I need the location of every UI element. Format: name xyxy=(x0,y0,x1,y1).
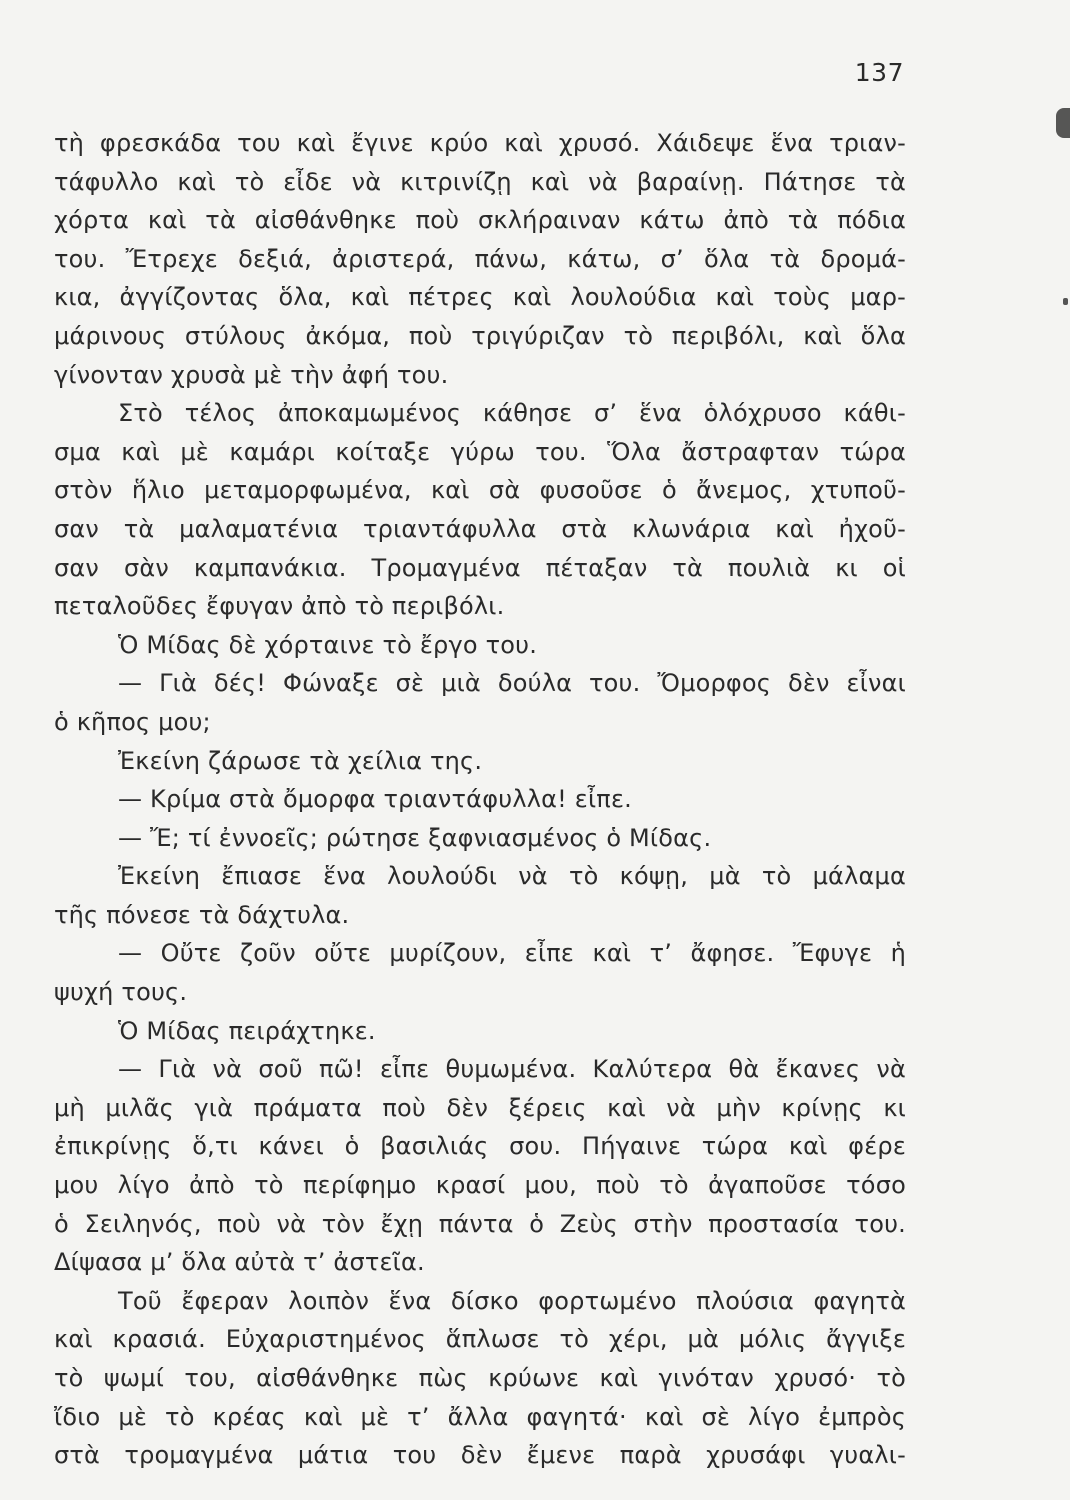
text-line: ὁ Σειληνός, ποὺ νὰ τὸν ἔχῃ πάντα ὁ Ζεὺς στὴν προστασία του. xyxy=(54,1209,906,1238)
text-line: τὴ φρεσκάδα του καὶ ἔγινε κρύο καὶ χρυσό. Χάιδεψε ἕνα τριαν- xyxy=(54,129,906,157)
text-line: τῆς πόνεσε τὰ δάχτυλα. xyxy=(54,900,350,929)
text-line: γίνονταν χρυσὰ μὲ τὴν ἀφή του. xyxy=(54,360,449,389)
text-line: — Γιὰ νὰ σοῦ πῶ! εἶπε θυμωμένα. Καλύτερα θὰ ἔκανες νὰ xyxy=(118,1055,906,1084)
text-line: μάρινους στύλους ἀκόμα, ποὺ τριγύριζαν τὸ περιβόλι, καὶ ὅλα xyxy=(54,321,906,350)
text-line: σαν τὰ μαλαματένια τριαντάφυλλα στὰ κλωνάρια καὶ ἠχοῦ- xyxy=(54,514,906,543)
text-line: — Γιὰ δές! Φώναξε σὲ μιὰ δούλα του. Ὄμορφος δὲν εἶναι xyxy=(118,669,906,698)
text-line: — Οὔτε ζοῦν οὔτε μυρίζουν, εἶπε καὶ τ’ ἄφησε. Ἔφυγε ἡ xyxy=(118,939,906,968)
text-line: κια, ἀγγίζοντας ὅλα, καὶ πέτρες καὶ λουλούδια καὶ τοὺς μαρ- xyxy=(54,283,906,312)
text-line: σαν σὰν καμπανάκια. Τρομαγμένα πέταξαν τὰ πουλιὰ κι οἱ xyxy=(54,553,906,582)
text-line: σμα καὶ μὲ καμάρι κοίταξε γύρω του. Ὅλα ἄστραφταν τώρα xyxy=(54,437,906,466)
text-line: Ὁ Μίδας δὲ χόρταινε τὸ ἔργο του. xyxy=(118,630,538,659)
text-line: χόρτα καὶ τὰ αἰσθάνθηκε ποὺ σκλήραιναν κάτω ἀπὸ τὰ πόδια xyxy=(54,206,906,235)
text-line: Δίψασα μ’ ὅλα αὐτὰ τ’ ἀστεῖα. xyxy=(54,1248,425,1277)
text-line: — Κρίμα στὰ ὄμορφα τριαντάφυλλα! εἶπε. xyxy=(118,785,632,814)
text-line: Ὁ Μίδας πειράχτηκε. xyxy=(118,1016,376,1045)
text-line: στὸν ἥλιο μεταμορφωμένα, καὶ σὰ φυσοῦσε ὁ ἄνεμος, χτυποῦ- xyxy=(54,476,906,505)
text-line: ψυχή τους. xyxy=(54,978,188,1007)
text-line: Στὸ τέλος ἀποκαμωμένος κάθησε σ’ ἕνα ὁλόχρυσο κάθι- xyxy=(118,399,906,428)
text-line: στὰ τρομαγμένα μάτια του δὲν ἔμενε παρὰ χρυσάφι γυαλι- xyxy=(54,1441,906,1470)
text-line: ὁ κῆπος μου; xyxy=(54,707,211,736)
text-line: του. Ἔτρεχε δεξιά, ἀριστερά, πάνω, κάτω, σ’ ὅλα τὰ δρομά- xyxy=(54,244,906,273)
text-line: Ἐκείνη ζάρωσε τὰ χείλια της. xyxy=(118,746,483,775)
page-number: 137 xyxy=(854,58,904,87)
text-line: ἐπικρίνῃς ὅ,τι κάνει ὁ βασιλιάς σου. Πήγαινε τώρα καὶ φέρε xyxy=(54,1132,906,1161)
text-line: τὸ ψωμί του, αἰσθάνθηκε πὼς κρύωνε καὶ γινόταν χρυσό· τὸ xyxy=(54,1364,906,1392)
page-edge-mark xyxy=(1056,108,1070,138)
text-line: Τοῦ ἔφεραν λοιπὸν ἕνα δίσκο φορτωμένο πλούσια φαγητὰ xyxy=(118,1286,906,1315)
text-line: ἴδιο μὲ τὸ κρέας καὶ μὲ τ’ ἄλλα φαγητά· καὶ σὲ λίγο ἐμπρὸς xyxy=(54,1402,906,1431)
text-line: μὴ μιλᾶς γιὰ πράματα ποὺ δὲν ξέρεις καὶ νὰ μὴν κρίνῃς κι xyxy=(54,1093,906,1122)
text-line: Ἐκείνη ἔπιασε ἕνα λουλούδι νὰ τὸ κόψῃ, μὰ τὸ μάλαμα xyxy=(118,862,906,891)
text-line: τάφυλλο καὶ τὸ εἶδε νὰ κιτρινίζῃ καὶ νὰ βαραίνῃ. Πάτησε τὰ xyxy=(54,167,906,196)
body-text xyxy=(54,124,906,1475)
text-line: πεταλοῦδες ἔφυγαν ἀπὸ τὸ περιβόλι. xyxy=(54,592,505,621)
text-line: καὶ κρασιά. Εὐχαριστημένος ἅπλωσε τὸ χέρι, μὰ μόλις ἄγγιξε xyxy=(54,1325,906,1354)
text-line: — Ἔ; τί ἐννοεῖς; ρώτησε ξαφνιασμένος ὁ Μίδας. xyxy=(118,823,712,852)
text-line: μου λίγο ἀπὸ τὸ περίφημο κρασί μου, ποὺ τὸ ἀγαποῦσε τόσο xyxy=(54,1171,906,1200)
page-edge-dot xyxy=(1063,298,1068,305)
